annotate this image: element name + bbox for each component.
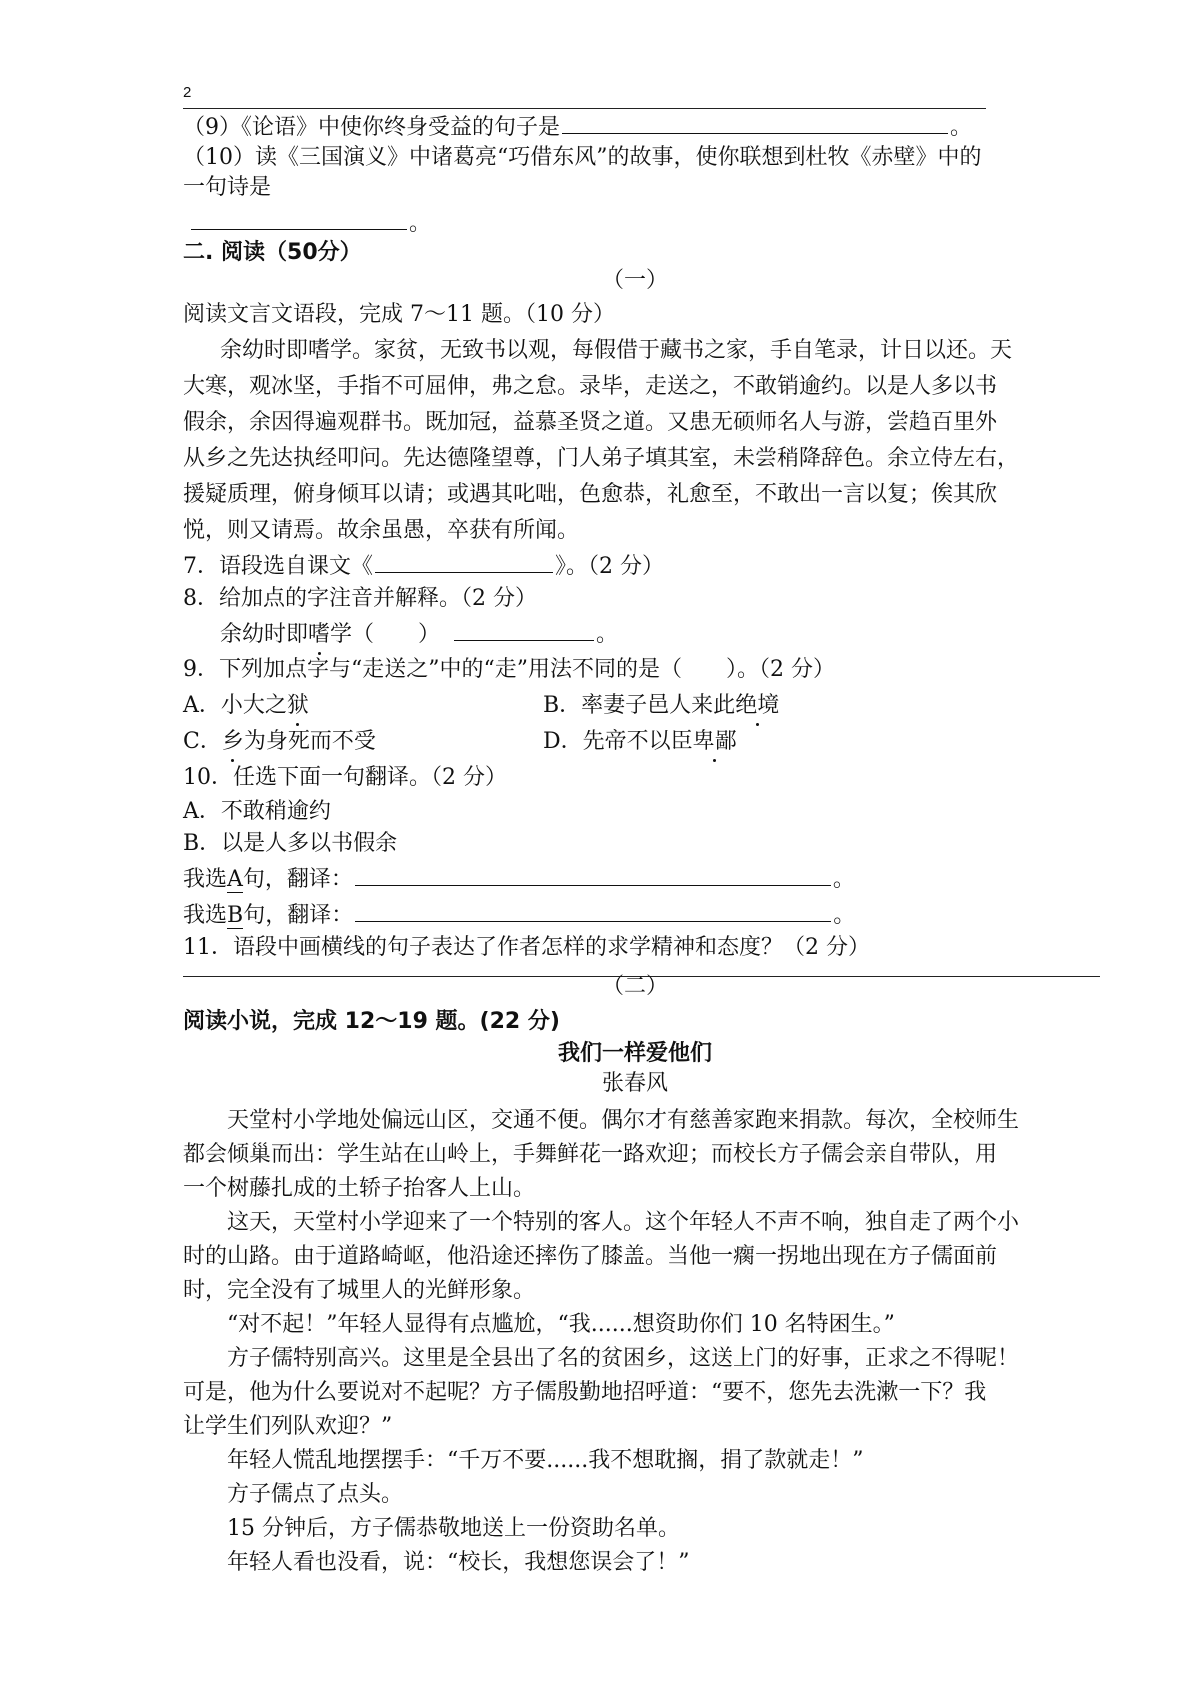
passage-line: 假余，余因得遍观群书。既加冠，益慕圣贤之道。又患无硕师名人与游，尝趋百里外 — [183, 410, 998, 435]
q10c-pick-a: 我选A句，翻译： 。 — [183, 863, 855, 895]
section2-title: 二. 阅读（50分） — [183, 240, 362, 265]
page-number: 2 — [183, 84, 192, 101]
q9c-option-b: B．率妻子邑人来此绝境 — [543, 691, 779, 721]
story-line: 时，完全没有了城里人的光鲜形象。 — [183, 1278, 536, 1303]
story-line: 天堂村小学地处偏远山区，交通不便。偶尔才有慈善家跑来捐款。每次，全校师生 — [183, 1108, 1020, 1133]
q9-answer-blank[interactable] — [562, 111, 948, 134]
q7-answer-blank[interactable] — [375, 550, 553, 573]
part1-label: （一） — [601, 268, 668, 293]
dotted-char: 嗜 — [308, 620, 330, 650]
q9-line: （9）《论语》中使你终身受益的句子是 。 — [183, 111, 972, 143]
q10c-line: 10．任选下面一句翻译。（2 分） — [183, 765, 507, 790]
part1-instruction: 阅读文言文语段，完成 7～11 题。（10 分） — [183, 302, 615, 327]
part2-label: （二） — [601, 974, 668, 999]
q10-answer-line: 。 — [183, 207, 431, 239]
q11-line: 11．语段中画横线的句子表达了作者怎样的求学精神和态度？（2 分） — [183, 935, 870, 960]
passage-line: 从乡之先达执经叩问。先达德隆望尊，门人弟子填其室，未尝稍降辞色。余立侍左右， — [183, 446, 1020, 471]
story-line: 都会倾巢而出：学生站在山岭上，手舞鲜花一路欢迎；而校长方子儒会亲自带队，用 — [183, 1142, 998, 1167]
q8-item: 余幼时即嗜学（ ） 。 — [220, 618, 618, 650]
q10-line2: 一句诗是 — [183, 175, 272, 200]
story-line: 时的山路。由于道路崎岖，他沿途还摔伤了膝盖。当他一瘸一拐地出现在方子儒面前 — [183, 1244, 998, 1269]
q10-answer-blank[interactable] — [191, 207, 407, 230]
q9c-line: 9．下列加点字与“走送之”中的“走”用法不同的是（ ）。（2 分） — [183, 657, 835, 682]
story-line: 15 分钟后，方子儒恭敬地送上一份资助名单。 — [183, 1516, 680, 1541]
dotted-char: 狱 — [287, 691, 309, 721]
story-line: 一个树藤扎成的土轿子抬客人上山。 — [183, 1176, 536, 1201]
story-author: 张春风 — [601, 1071, 668, 1096]
q10-line1: （10）读《三国演义》中诸葛亮“巧借东风”的故事，使你联想到杜牧《赤壁》中的 — [183, 145, 982, 170]
story-line: 让学生们列队欢迎？” — [183, 1414, 393, 1439]
header-rule — [183, 108, 986, 109]
q10c-option-a: A．不敢稍逾约 — [183, 799, 331, 824]
q10c-pick-b: 我选B句，翻译： 。 — [183, 899, 855, 931]
q7-line: 7．语段选自课文《 》。（2 分） — [183, 550, 664, 582]
passage-line: 余幼时即嗜学。家贫，无致书以观，每假借于藏书之家，手自笔录，计日以还。天 — [220, 338, 1013, 363]
q9c-option-d: D．先帝不以臣卑鄙 — [543, 727, 737, 757]
q8-answer-blank[interactable] — [454, 618, 594, 641]
dotted-char: 乡 — [222, 727, 244, 757]
story-line: 可是，他为什么要说对不起呢？方子儒殷勤地招呼道：“要不，您先去洗漱一下？我 — [183, 1380, 987, 1405]
q10c-answer-a-blank[interactable] — [355, 863, 831, 886]
story-line: “对不起！”年轻人显得有点尴尬，“我......想资助你们 10 名特困生。” — [183, 1312, 895, 1337]
dotted-char: 卑鄙 — [693, 727, 737, 757]
q10c-option-b: B．以是人多以书假余 — [183, 831, 398, 856]
passage-line: 援疑质理，俯身倾耳以请；或遇其叱咄，色愈恭，礼愈至，不敢出一言以复；俟其欣 — [183, 482, 998, 507]
q9c-option-c: C．乡为身死而不受 — [183, 727, 376, 757]
story-line: 年轻人慌乱地摆摆手：“千万不要......我不想耽搁，捐了款就走！” — [183, 1448, 864, 1473]
q10c-answer-b-blank[interactable] — [355, 899, 831, 922]
story-line: 方子儒特别高兴。这里是全县出了名的贫困乡，这送上门的好事，正求之不得呢！ — [183, 1346, 1020, 1371]
passage-line: 大寒，观冰坚，手指不可屈伸，弗之怠。录毕，走送之，不敢销逾约。以是人多以书 — [183, 374, 998, 399]
part2-instruction: 阅读小说，完成 12～19 题。(22 分) — [183, 1009, 560, 1034]
passage-line: 悦，则又请焉。故余虽愚，卒获有所闻。 — [183, 518, 580, 543]
story-title: 我们一样爱他们 — [557, 1041, 712, 1066]
q8-line: 8．给加点的字注音并解释。（2 分） — [183, 586, 537, 611]
story-line: 方子儒点了点头。 — [183, 1482, 404, 1507]
story-line: 这天，天堂村小学迎来了一个特别的客人。这个年轻人不声不响，独自走了两个小 — [183, 1210, 1020, 1235]
q9c-option-a: A．小大之狱 — [183, 691, 309, 721]
story-line: 年轻人看也没看，说：“校长，我想您误会了！” — [183, 1550, 690, 1575]
dotted-char: 绝境 — [735, 691, 779, 721]
